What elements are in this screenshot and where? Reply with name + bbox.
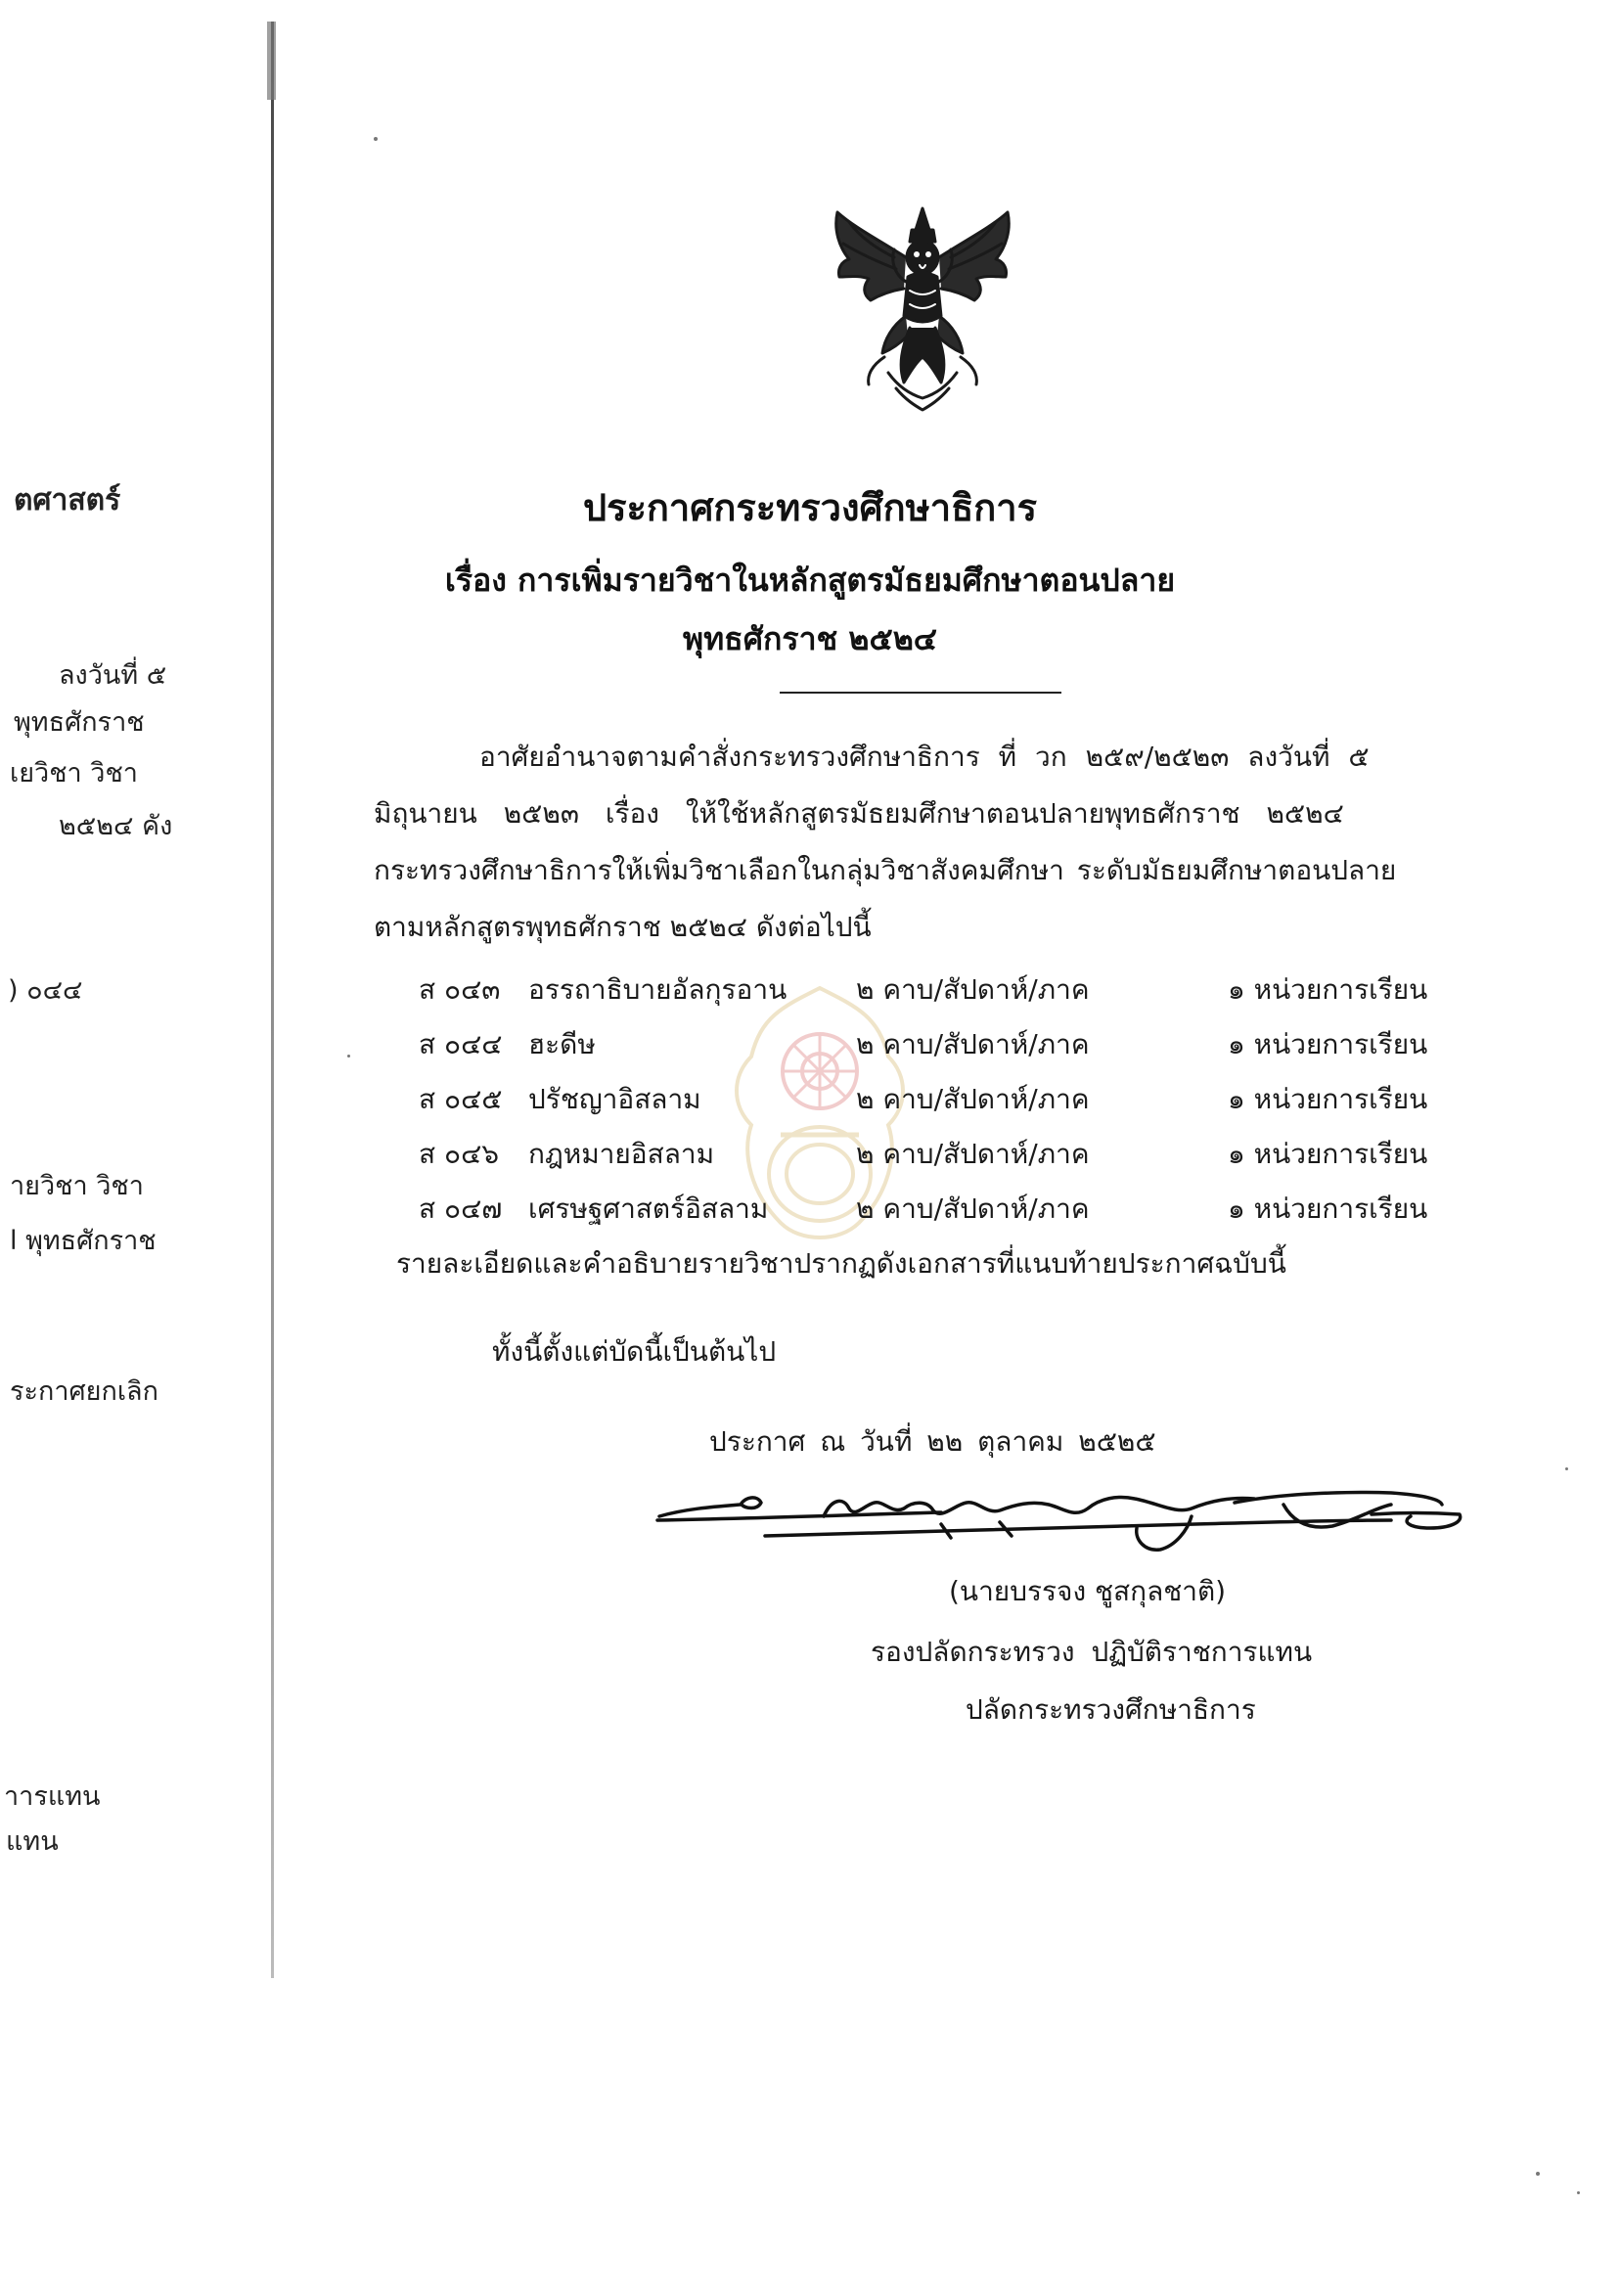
course-name: ฮะดีษ [528,1028,596,1060]
course-credit: ๑ หน่วยการเรียน [1228,1083,1428,1115]
margin-fragment: l พุทธศักราช [10,1226,157,1256]
body-line-1: อาศัยอำนาจตามคำสั่งกระทรวงศึกษาธิการ ที่ วก ๒๕๙/๒๕๒๓ ลงวันที่ ๕ [479,741,1370,773]
margin-fragment: ตศาสตร์ [14,483,121,518]
scan-speck [1536,2172,1540,2176]
handwritten-signature [648,1475,1469,1573]
details-note: รายละเอียดและคำอธิบายรายวิชาปรากฏดังเอกสารที่แนบท้ายประกาศฉบับนี้ [396,1247,1286,1280]
body-line-4: ตามหลักสูตรพุทธศักราช ๒๕๒๔ ดังต่อไปนี้ [374,911,872,943]
body-line-2: มิถุนายน ๒๕๒๓ เรื่อง ให้ใช้หลักสูตรมัธยมศึกษาตอนปลายพุทธศักราช ๒๕๒๔ [374,797,1344,830]
course-credit: ๑ หน่วยการเรียน [1228,1193,1428,1225]
effective-date-note: ทั้งนี้ตั้งแต่บัดนี้เป็นต้นไป [492,1335,777,1368]
course-row [0,968,1620,1017]
course-code: ส ๐๔๕ [419,1083,503,1115]
margin-fragment: ายวิชา วิชา [10,1171,144,1201]
announcement-title: ประกาศกระทรวงศึกษาธิการ [582,486,1038,529]
course-row [0,1188,1620,1237]
course-row [0,1023,1620,1072]
course-code: ส ๐๔๖ [419,1138,500,1170]
scan-speck [1565,1467,1568,1470]
scan-speck [347,1055,350,1058]
margin-fragment: พุทธศักราช [14,707,145,738]
course-credit: ๑ หน่วยการเรียน [1228,1138,1428,1170]
course-row [0,1078,1620,1127]
course-name: อรรถาธิบายอัลกุรอาน [528,973,788,1006]
margin-fragment: เยวิชา วิชา [10,758,138,788]
course-hours: ๒ คาบ/สัปดาห์/ภาค [856,973,1090,1006]
garuda-emblem-icon [820,201,1025,416]
course-credit: ๑ หน่วยการเรียน [1228,1028,1428,1060]
signer-ministry-position: ปลัดกระทรวงศึกษาธิการ [966,1693,1256,1726]
course-hours: ๒ คาบ/สัปดาห์/ภาค [856,1138,1090,1170]
signer-position: รองปลัดกระทรวง ปฏิบัติราชการแทน [871,1636,1313,1668]
margin-fragment: ) ๐๔๔ [8,975,83,1006]
course-hours: ๒ คาบ/สัปดาห์/ภาค [856,1193,1090,1225]
title-divider [780,692,1061,694]
course-hours: ๒ คาบ/สัปดาห์/ภาค [856,1028,1090,1060]
course-code: ส ๐๔๗ [419,1193,503,1225]
course-code: ส ๐๔๔ [419,1028,503,1060]
course-row [0,1133,1620,1182]
announcement-subject: เรื่อง การเพิ่มรายวิชาในหลักสูตรมัธยมศึกษาตอนปลาย [444,562,1176,599]
body-line-3: กระทรวงศึกษาธิการให้เพิ่มวิชาเลือกในกลุ่มวิชาสังคมศึกษา ระดับมัธยมศึกษาตอนปลาย [374,854,1397,886]
margin-fragment: ระกาศยกเลิก [10,1376,158,1407]
course-name: กฎหมายอิสลาม [528,1138,715,1170]
announcement-year: พุทธศักราช ๒๕๒๔ [682,620,938,657]
margin-fragment: าารแทน [4,1781,101,1812]
course-code: ส ๐๔๓ [419,973,501,1006]
course-name: เศรษฐศาสตร์อิสลาม [528,1193,769,1225]
course-hours: ๒ คาบ/สัปดาห์/ภาค [856,1083,1090,1115]
margin-fragment: แทน [6,1826,59,1857]
margin-fragment: ๒๕๒๔ คัง [59,811,173,841]
scan-speck [1577,2191,1580,2194]
signer-name: (นายบรรจง ชูสกุลชาติ) [949,1575,1227,1607]
course-name: ปรัชญาอิสลาม [528,1083,701,1115]
announcement-date: ประกาศ ณ วันที่ ๒๒ ตุลาคม ๒๕๒๕ [709,1425,1156,1458]
course-credit: ๑ หน่วยการเรียน [1228,973,1428,1006]
page-fold-shadow [267,22,276,100]
scan-speck [374,137,378,141]
margin-fragment: ลงวันที่ ๕ [59,660,167,691]
